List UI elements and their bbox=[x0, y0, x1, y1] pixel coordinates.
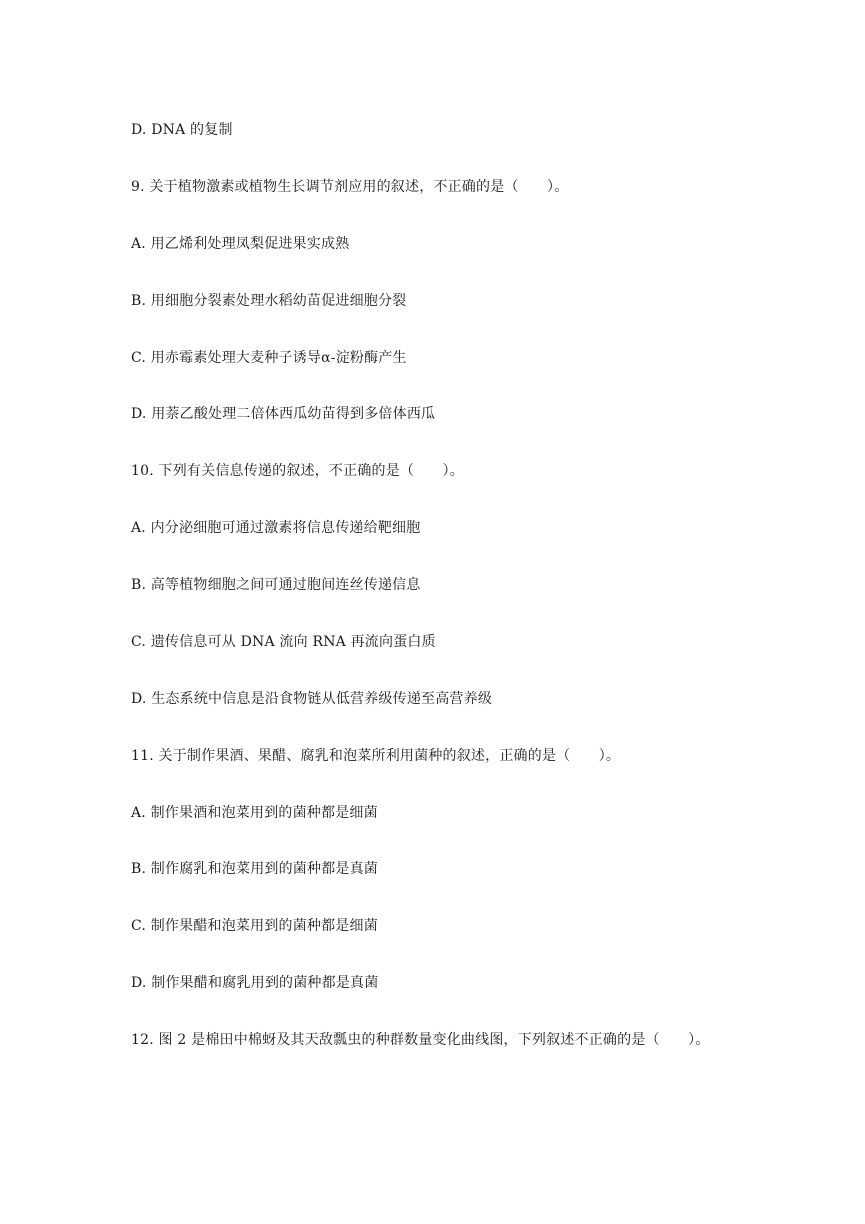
option-10-b: B. 高等植物细胞之间可通过胞间连丝传递信息 bbox=[131, 577, 421, 593]
question-9: 9. 关于植物激素或植物生长调节剂应用的叙述，不正确的是（ ）。 bbox=[131, 179, 569, 195]
option-11-a: A. 制作果酒和泡菜用到的菌种都是细菌 bbox=[131, 805, 378, 821]
option-11-d: D. 制作果醋和腐乳用到的菌种都是真菌 bbox=[131, 975, 379, 991]
option-9-b: B. 用细胞分裂素处理水稻幼苗促进细胞分裂 bbox=[131, 293, 407, 309]
option-8-d: D. DNA 的复制 bbox=[131, 122, 233, 138]
option-11-b: B. 制作腐乳和泡菜用到的菌种都是真菌 bbox=[131, 861, 378, 877]
question-10: 10. 下列有关信息传递的叙述，不正确的是（ ）。 bbox=[131, 463, 464, 479]
question-12: 12. 图 2 是棉田中棉蚜及其天敌瓢虫的种群数量变化曲线图，下列叙述不正确的是（ ）。 bbox=[131, 1032, 710, 1048]
option-11-c: C. 制作果醋和泡菜用到的菌种都是细菌 bbox=[131, 918, 378, 934]
option-9-a: A. 用乙烯利处理凤梨促进果实成熟 bbox=[131, 236, 350, 252]
option-10-a: A. 内分泌细胞可通过激素将信息传递给靶细胞 bbox=[131, 520, 421, 536]
option-10-c: C. 遗传信息可从 DNA 流向 RNA 再流向蛋白质 bbox=[131, 634, 436, 650]
option-9-c: C. 用赤霉素处理大麦种子诱导α-淀粉酶产生 bbox=[131, 350, 407, 366]
question-11: 11. 关于制作果酒、果醋、腐乳和泡菜所利用菌种的叙述，正确的是（ ）。 bbox=[131, 748, 621, 764]
option-10-d: D. 生态系统中信息是沿食物链从低营养级传递至高营养级 bbox=[131, 691, 493, 707]
option-9-d: D. 用萘乙酸处理二倍体西瓜幼苗得到多倍体西瓜 bbox=[131, 406, 436, 422]
